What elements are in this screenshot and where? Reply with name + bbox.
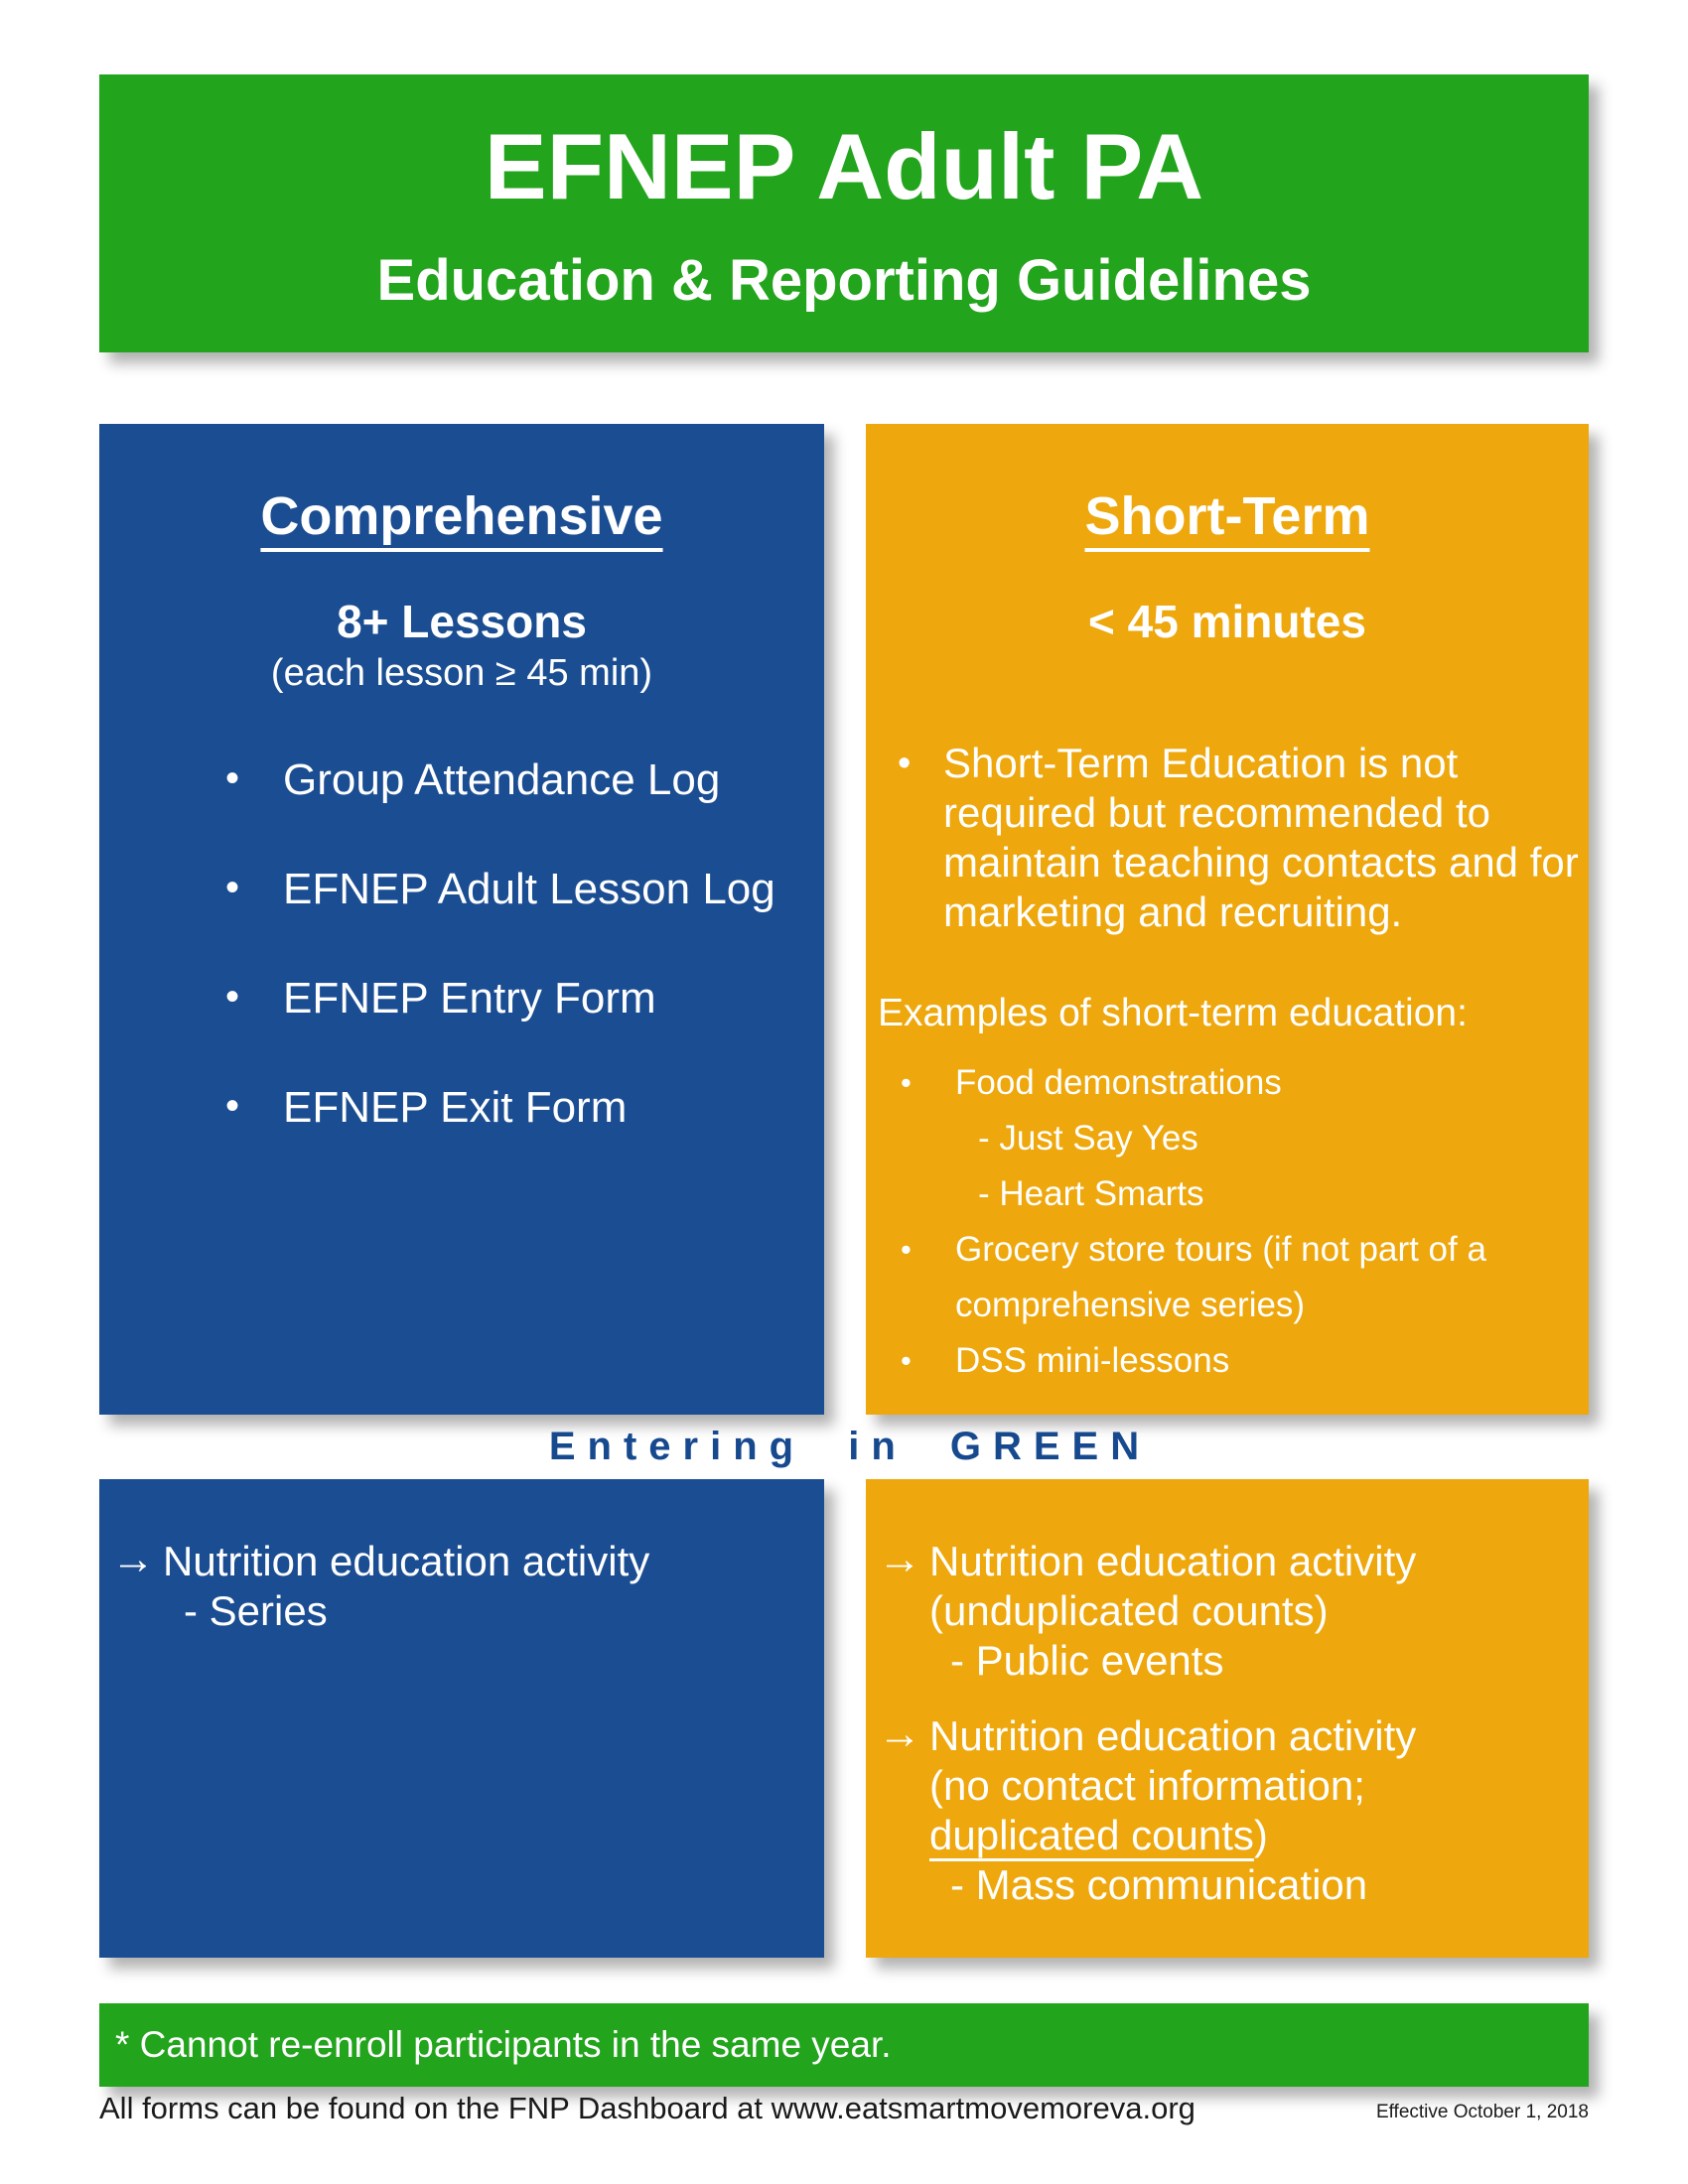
green-entry-subline: - Series	[184, 1587, 328, 1634]
list-item: • DSS mini-lessons	[955, 1333, 1599, 1389]
footer-effective-date: Effective October 1, 2018	[1375, 2102, 1589, 2122]
entering-in-green-banner	[99, 1415, 1589, 1479]
banner-text: Entering in GREEN	[548, 1425, 1152, 1468]
green-entry-subline: - Mass communication	[950, 1861, 1368, 1908]
green-entry-subline: - Public events	[950, 1637, 1224, 1684]
green-entry	[878, 1535, 1417, 1686]
list-item: • Grocery store tours (if not part of a comprehensive series)	[955, 1222, 1599, 1333]
comprehensive-section	[99, 424, 824, 1415]
document-title: EFNEP Adult PA	[484, 114, 1204, 218]
comprehensive-requirement-note: (each lesson ≥ 45 min)	[270, 652, 653, 694]
arrow-right-icon: →	[111, 1535, 155, 1583]
examples-label: Examples of short-term education:	[878, 992, 1468, 1034]
list-item: • EFNEP Adult Lesson Log	[283, 865, 775, 914]
comprehensive-green-entry-section	[99, 1479, 824, 1958]
green-entry-line: (no contact information;	[929, 1762, 1365, 1809]
list-item: • EFNEP Entry Form	[283, 974, 775, 1024]
footnote-banner	[99, 2003, 1589, 2087]
short-term-title: Short-Term	[1084, 486, 1370, 546]
list-subitem: - Heart Smarts	[978, 1174, 1204, 1213]
comprehensive-title: Comprehensive	[260, 486, 663, 546]
examples-list	[955, 1055, 1599, 1389]
comprehensive-requirement: 8+ Lessons	[337, 596, 587, 647]
list-item: • Food demonstrations	[955, 1055, 1599, 1111]
list-item: • Group Attendance Log	[283, 755, 775, 805]
green-entry	[111, 1535, 650, 1636]
list-subitem: - Just Say Yes	[978, 1119, 1198, 1158]
short-term-requirement: < 45 minutes	[1088, 596, 1366, 647]
short-term-note: • Short-Term Education is not required but recommended to maintain teaching contacts and for marketing and recruiting.	[943, 739, 1584, 937]
plain-text: )	[1253, 1812, 1268, 1858]
arrow-right-icon: →	[878, 1535, 921, 1583]
green-entry-line: Nutrition education activity	[929, 1712, 1417, 1759]
document-header	[99, 74, 1589, 352]
green-entry-line: Nutrition education activity	[163, 1538, 650, 1584]
green-entry-line: Nutrition education activity	[929, 1538, 1417, 1584]
underlined-text: duplicated counts	[929, 1812, 1254, 1858]
short-term-section	[866, 424, 1589, 1415]
footer-forms-info: All forms can be found on the FNP Dashboard at www.eatsmartmovemoreva.org	[99, 2091, 1196, 2125]
short-term-green-entry-section	[866, 1479, 1589, 1958]
green-entry-line: (unduplicated counts)	[929, 1587, 1329, 1634]
document-subtitle: Education & Reporting Guidelines	[376, 248, 1312, 313]
list-item: • EFNEP Exit Form	[283, 1083, 775, 1133]
green-entry-line	[929, 1811, 1416, 1860]
comprehensive-forms-list	[283, 755, 775, 1192]
footnote-text: * Cannot re-enroll participants in the same year.	[115, 2024, 892, 2065]
arrow-right-icon: →	[878, 1709, 921, 1758]
green-entry	[878, 1709, 1417, 1910]
